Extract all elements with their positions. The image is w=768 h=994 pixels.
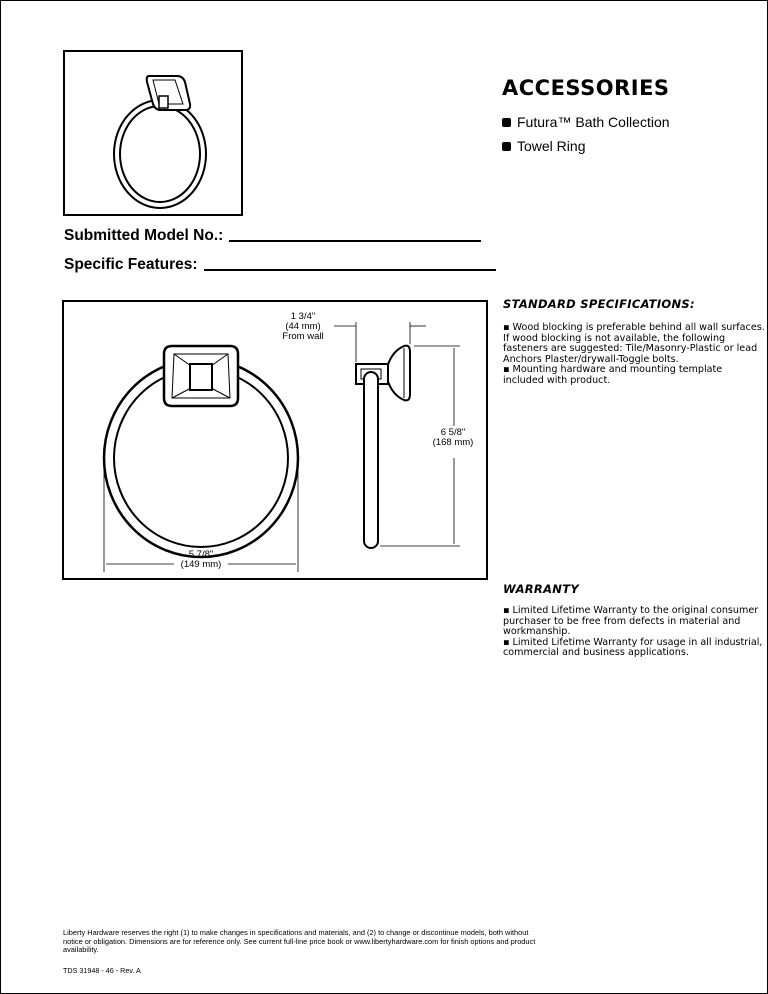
specifications-heading: STANDARD SPECIFICATIONS: xyxy=(503,297,695,311)
specifications-list xyxy=(503,323,765,386)
product-name: Towel Ring xyxy=(517,138,586,154)
technical-drawing xyxy=(62,300,488,580)
spec-item: ▪ Wood blocking is preferable behind all wall surfaces. If wood blocking is not available, the following fasteners are suggested: Tile/Masonry-Plastic or lead Anchors Plaster/drywall-Toggle bolts. xyxy=(503,322,765,365)
product-line xyxy=(502,138,585,154)
warranty-list xyxy=(503,606,765,659)
page-title: ACCESSORIES xyxy=(502,76,670,100)
model-number-label: Submitted Model No.: xyxy=(64,227,224,244)
square-bullet-icon xyxy=(502,118,511,127)
specific-features-row xyxy=(64,256,496,274)
spec-item: ▪ Mounting hardware and mounting template included with product. xyxy=(503,364,723,386)
height-dimension: 6 5/8" (168 mm) xyxy=(432,427,474,448)
model-number-row xyxy=(64,227,481,245)
warranty-heading: WARRANTY xyxy=(503,582,579,596)
width-dimension: 5 7/8" (149 mm) xyxy=(180,549,222,570)
product-thumbnail xyxy=(63,50,243,216)
warranty-item: ▪ Limited Lifetime Warranty for usage in all industrial, commercial and business applications. xyxy=(503,636,763,658)
collection-name: Futura™ Bath Collection xyxy=(517,114,670,130)
document-code: TDS 31948 - 46 - Rev. A xyxy=(63,966,141,975)
footer-disclaimer: Liberty Hardware reserves the right (1) to make changes in specifications and materials, and (2) to change or discontinue models, both without notice or obligation. Dimensions are for reference only. See current full-line price book or www.libertyhardware.com for finish options and product availability. xyxy=(63,928,536,955)
specific-features-field[interactable] xyxy=(204,268,496,271)
square-bullet-icon xyxy=(502,142,511,151)
towel-ring-thumbnail-illustration xyxy=(65,52,241,214)
collection-line xyxy=(502,114,670,130)
warranty-item: ▪ Limited Lifetime Warranty to the original consumer purchaser to be free from defects in material and workmanship. xyxy=(503,605,759,637)
model-number-field[interactable] xyxy=(229,239,481,242)
specific-features-label: Specific Features: xyxy=(64,256,198,273)
depth-dimension: 1 3/4" (44 mm) From wall xyxy=(282,311,324,342)
